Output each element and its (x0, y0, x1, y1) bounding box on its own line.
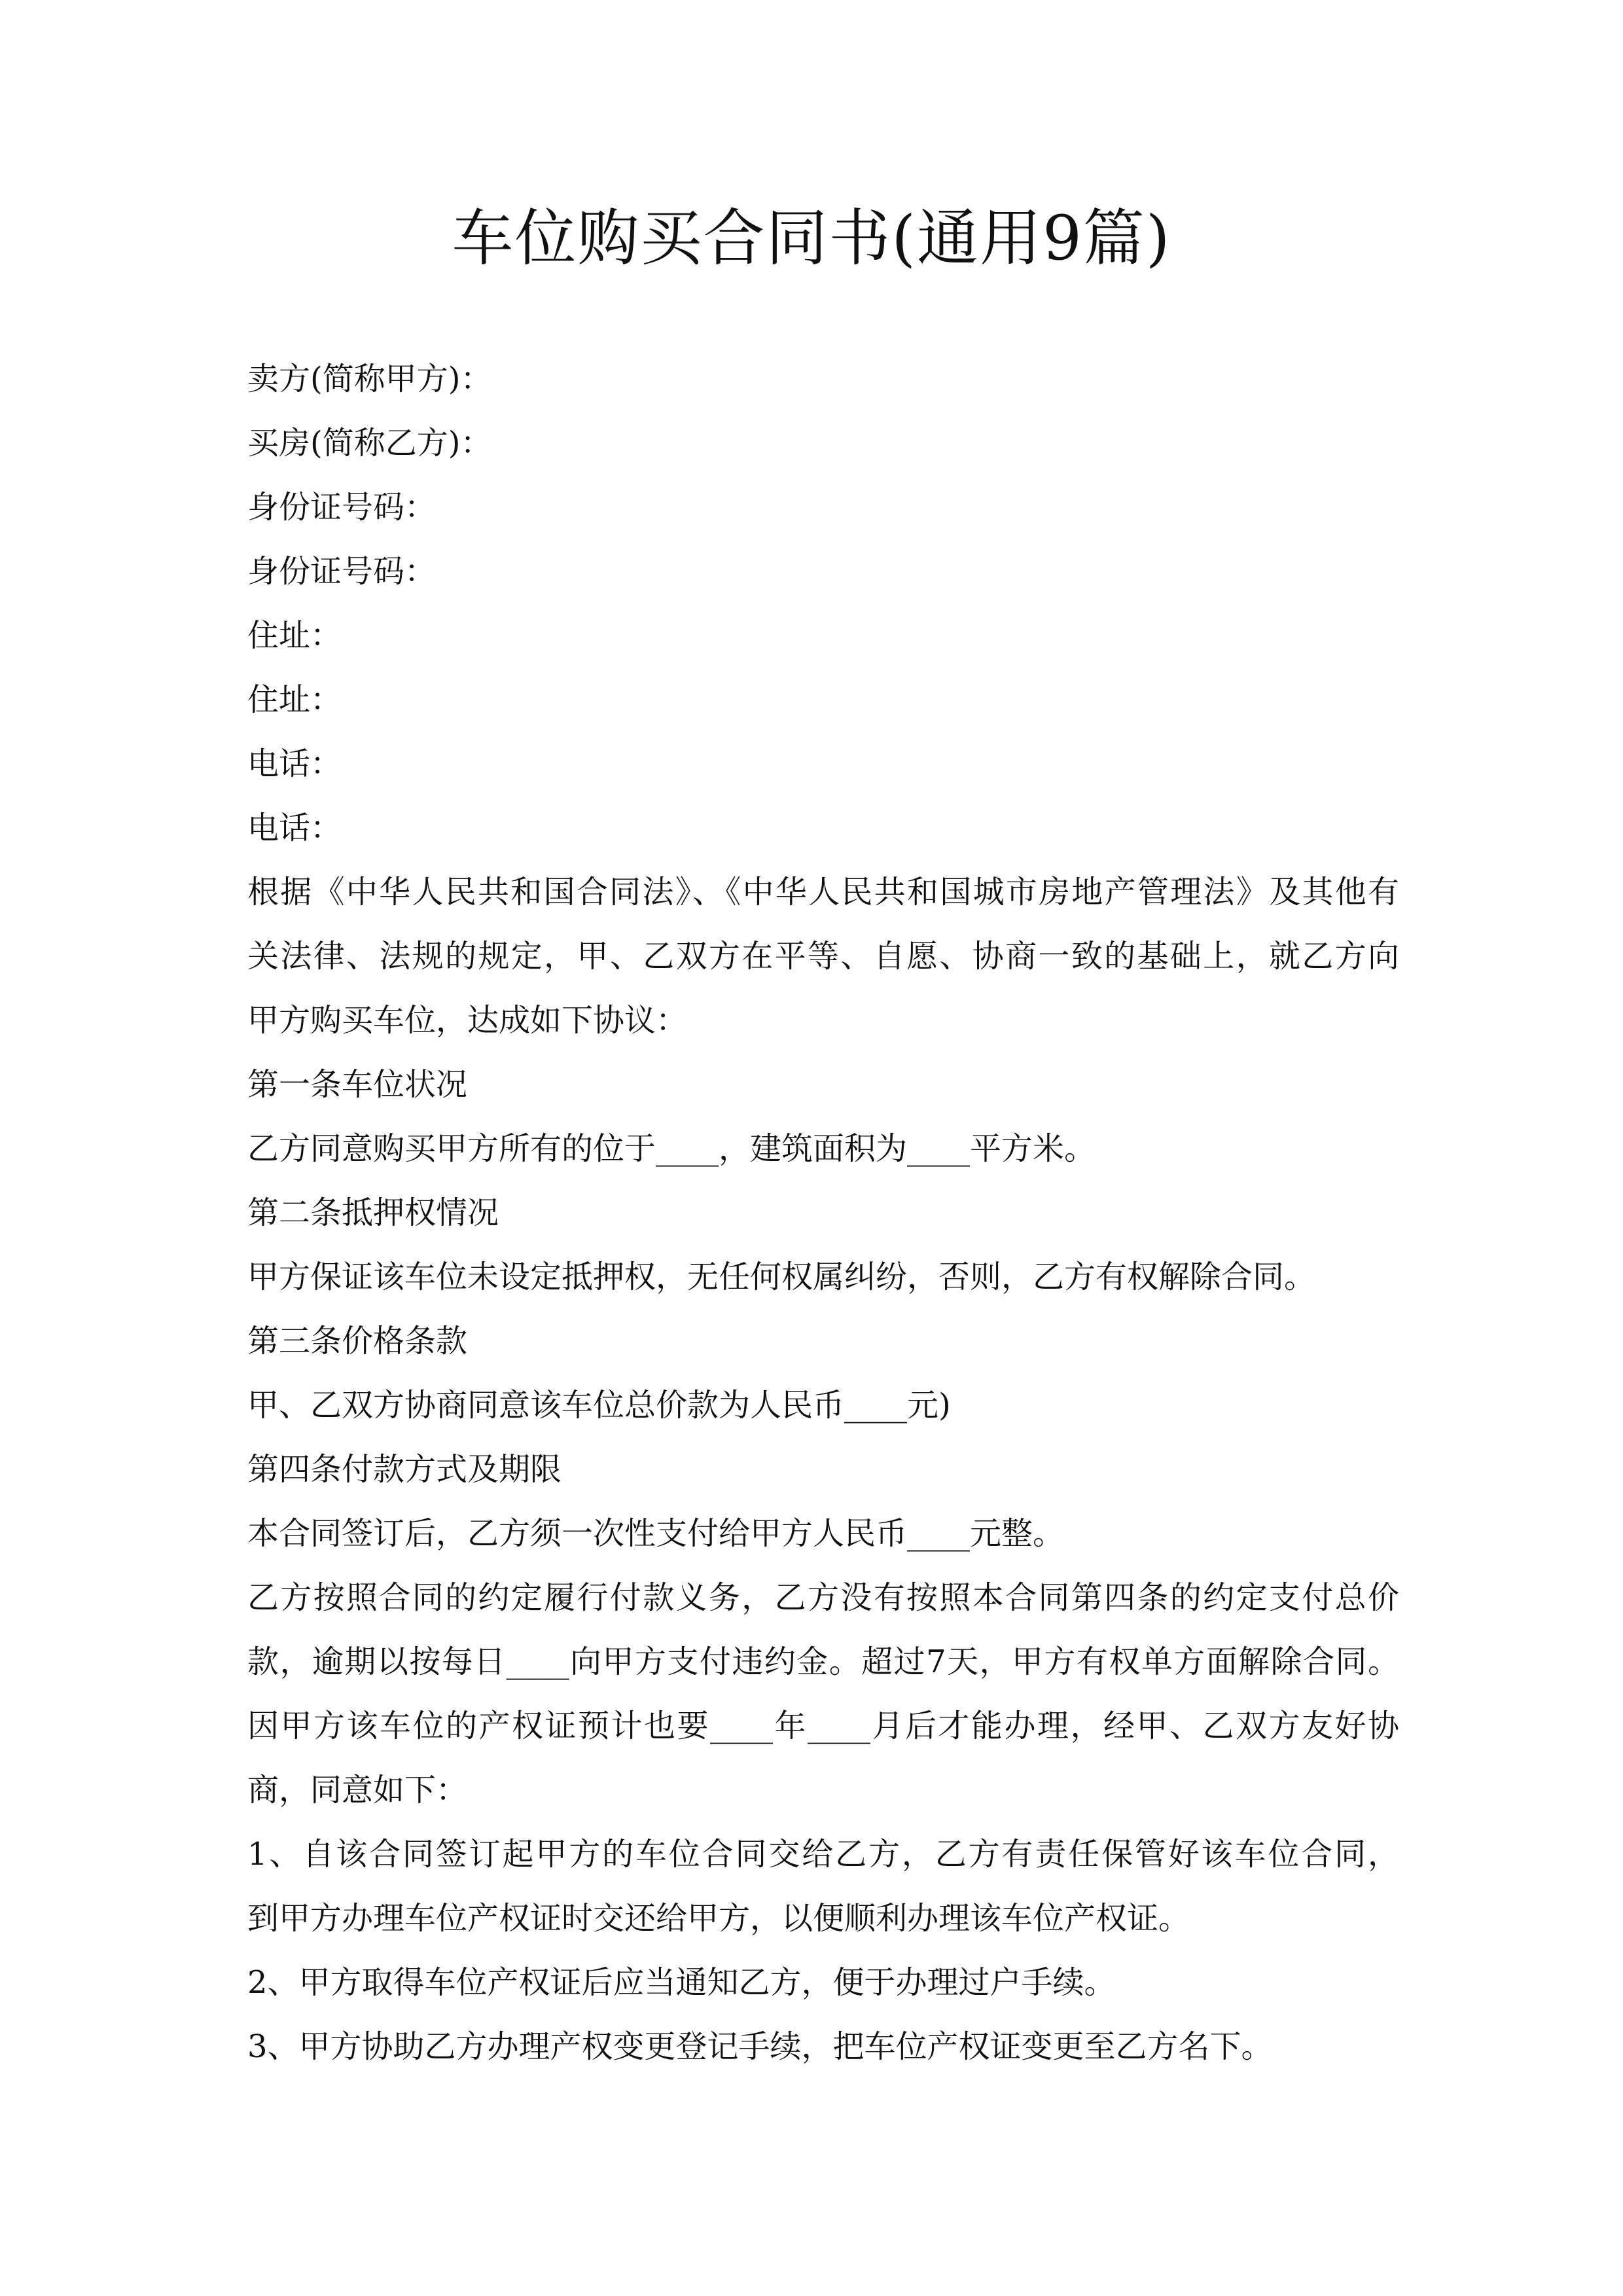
document-title: 车位购买合同书(通用9篇) (452, 203, 1171, 274)
seller-line: 卖方(简称甲方)： (247, 361, 492, 397)
article-1-text: 乙方同意购买甲方所有的位于____，建筑面积为____平方米。 (247, 1130, 1096, 1167)
article-4-heading: 第四条付款方式及期限 (247, 1451, 562, 1488)
article-4-text-3: 款，逾期以按每日____向甲方支付违约金。超过7天，甲方有权单方面解除合同。 (247, 1643, 1399, 1680)
preamble-line-1: 根据《中华人民共和国合同法》、《中华人民共和国城市房地产管理法》及其他有 (247, 874, 1399, 910)
article-3-heading: 第三条价格条款 (247, 1323, 468, 1359)
article-3-text: 甲、乙双方协商同意该车位总价款为人民币____元) (247, 1387, 951, 1424)
list-item-1-line-1: 1、自该合同签订起甲方的车位合同交给乙方，乙方有责任保管好该车位合同， (247, 1836, 1399, 1873)
list-item-3: 3、甲方协助乙方办理产权变更登记手续，把车位产权证变更至乙方名下。 (247, 2028, 1273, 2065)
seller-address-line: 住址： (247, 617, 342, 654)
preamble-line-3: 甲方购买车位，达成如下协议： (247, 1002, 688, 1039)
article-4-text-2: 乙方按照合同的约定履行付款义务，乙方没有按照本合同第四条的约定支付总价 (247, 1579, 1399, 1616)
article-4-text-1: 本合同签订后，乙方须一次性支付给甲方人民币____元整。 (247, 1515, 1065, 1552)
preamble-line-2: 关法律、法规的规定，甲、乙双方在平等、自愿、协商一致的基础上，就乙方向 (247, 938, 1399, 975)
seller-phone-line: 电话： (247, 745, 342, 782)
article-4-text-4: 因甲方该车位的产权证预计也要____年____月后才能办理，经甲、乙双方友好协 (247, 1708, 1399, 1744)
buyer-phone-line: 电话： (247, 810, 342, 846)
list-item-1-line-2: 到甲方办理车位产权证时交还给甲方，以便顺利办理该车位产权证。 (247, 1900, 1190, 1937)
buyer-id-number-line: 身份证号码： (247, 553, 437, 590)
seller-id-number-line: 身份证号码： (247, 489, 437, 526)
buyer-line: 买房(简称乙方)： (247, 425, 492, 461)
document-body (247, 347, 1399, 2079)
article-1-heading: 第一条车位状况 (247, 1066, 468, 1103)
buyer-address-line: 住址： (247, 681, 342, 718)
article-2-text: 甲方保证该车位未设定抵押权，无任何权属纠纷，否则，乙方有权解除合同。 (247, 1259, 1316, 1295)
list-item-2: 2、甲方取得车位产权证后应当通知乙方，便于办理过户手续。 (247, 1964, 1116, 2001)
article-4-text-5: 商，同意如下： (247, 1772, 468, 1808)
article-2-heading: 第二条抵押权情况 (247, 1194, 499, 1231)
